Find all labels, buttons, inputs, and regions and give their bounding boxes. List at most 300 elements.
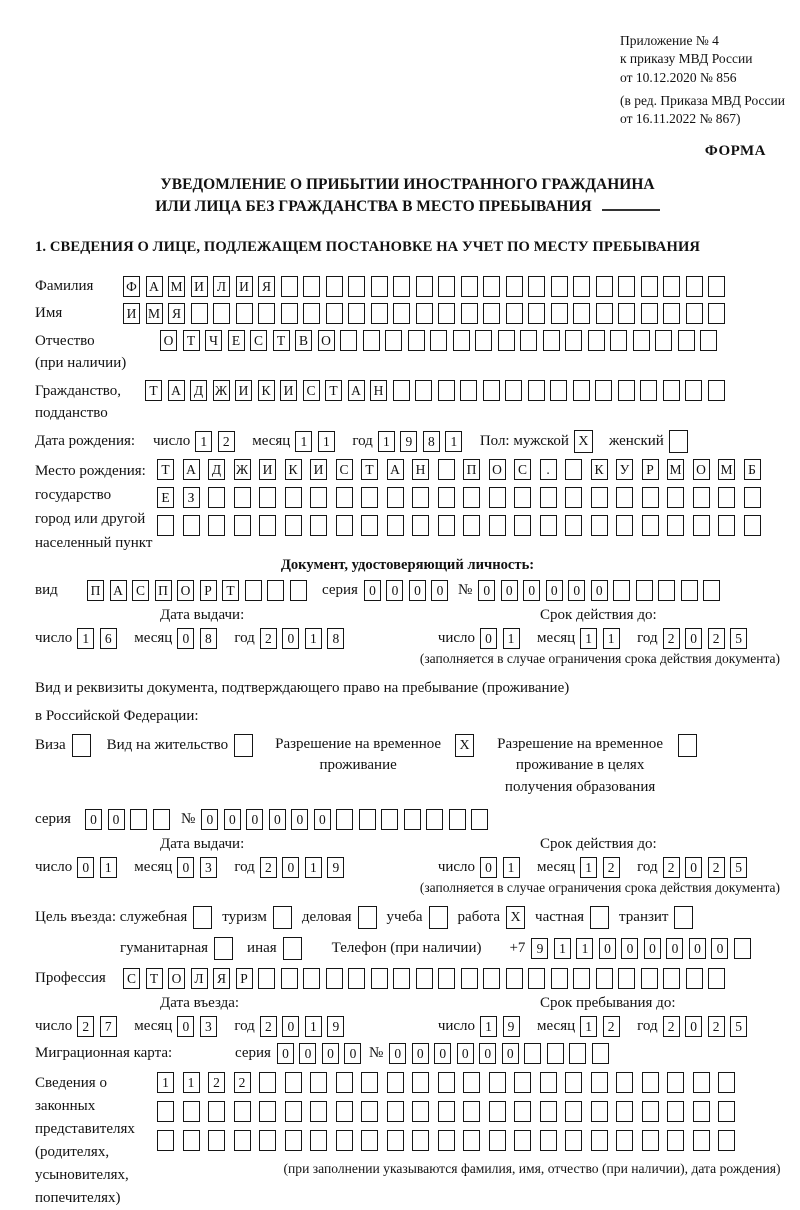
birth-month-boxes[interactable] (295, 431, 340, 452)
char-cell[interactable] (153, 809, 170, 830)
char-cell[interactable] (528, 380, 545, 401)
char-cell[interactable] (693, 487, 710, 508)
char-cell[interactable]: 0 (201, 809, 218, 830)
char-cell[interactable] (463, 487, 480, 508)
doc-series-boxes[interactable] (364, 580, 454, 601)
char-cell[interactable] (573, 303, 590, 324)
char-cell[interactable] (385, 330, 402, 351)
char-cell[interactable] (547, 1043, 564, 1064)
char-cell[interactable] (234, 734, 253, 757)
char-cell[interactable]: З (183, 487, 200, 508)
char-cell[interactable] (259, 1072, 276, 1093)
char-cell[interactable]: 0 (480, 857, 497, 878)
char-cell[interactable]: 0 (412, 1043, 429, 1064)
char-cell[interactable] (281, 276, 298, 297)
char-cell[interactable]: Т (222, 580, 239, 601)
char-cell[interactable] (412, 1101, 429, 1122)
char-cell[interactable]: 0 (502, 1043, 519, 1064)
char-cell[interactable] (514, 1101, 531, 1122)
char-cell[interactable] (193, 906, 212, 929)
char-cell[interactable]: 0 (409, 580, 426, 601)
stay-year[interactable] (663, 1016, 753, 1037)
char-cell[interactable] (528, 276, 545, 297)
char-cell[interactable] (708, 380, 725, 401)
surname-boxes[interactable] (123, 276, 731, 297)
char-cell[interactable] (371, 968, 388, 989)
char-cell[interactable] (463, 1101, 480, 1122)
char-cell[interactable]: 0 (314, 809, 331, 830)
char-cell[interactable] (591, 1101, 608, 1122)
char-cell[interactable]: П (87, 580, 104, 601)
char-cell[interactable] (438, 459, 455, 480)
char-cell[interactable] (234, 515, 251, 536)
char-cell[interactable] (514, 515, 531, 536)
profession-boxes[interactable] (123, 968, 731, 989)
char-cell[interactable]: 0 (666, 938, 683, 959)
char-cell[interactable]: 0 (291, 809, 308, 830)
char-cell[interactable]: 8 (423, 431, 440, 452)
char-cell[interactable] (693, 1101, 710, 1122)
residence-permit-checkbox[interactable] (234, 734, 253, 757)
char-cell[interactable]: 1 (576, 938, 593, 959)
char-cell[interactable]: 2 (603, 1016, 620, 1037)
char-cell[interactable]: А (110, 580, 127, 601)
char-cell[interactable] (438, 1072, 455, 1093)
char-cell[interactable] (591, 1072, 608, 1093)
char-cell[interactable] (667, 1101, 684, 1122)
char-cell[interactable]: Л (191, 968, 208, 989)
char-cell[interactable] (416, 303, 433, 324)
char-cell[interactable] (463, 515, 480, 536)
char-cell[interactable] (259, 1130, 276, 1151)
char-cell[interactable]: Ж (234, 459, 251, 480)
char-cell[interactable] (642, 515, 659, 536)
char-cell[interactable]: 9 (400, 431, 417, 452)
char-cell[interactable]: 0 (277, 1043, 294, 1064)
char-cell[interactable] (340, 330, 357, 351)
char-cell[interactable] (213, 303, 230, 324)
humanitarian-checkbox[interactable] (214, 937, 233, 960)
char-cell[interactable] (569, 1043, 586, 1064)
char-cell[interactable] (514, 1072, 531, 1093)
char-cell[interactable]: 2 (260, 628, 277, 649)
char-cell[interactable]: С (514, 459, 531, 480)
char-cell[interactable]: 0 (685, 628, 702, 649)
char-cell[interactable]: 0 (177, 857, 194, 878)
char-cell[interactable] (336, 515, 353, 536)
char-cell[interactable]: Я (213, 968, 230, 989)
char-cell[interactable] (281, 968, 298, 989)
purpose-official-checkbox[interactable] (193, 906, 212, 929)
patronymic-boxes[interactable] (160, 330, 723, 351)
phone-boxes[interactable] (531, 938, 756, 959)
char-cell[interactable] (616, 1130, 633, 1151)
char-cell[interactable] (663, 303, 680, 324)
char-cell[interactable]: С (336, 459, 353, 480)
char-cell[interactable]: . (540, 459, 557, 480)
doc-kind-boxes[interactable] (87, 580, 312, 601)
char-cell[interactable] (303, 968, 320, 989)
char-cell[interactable] (667, 487, 684, 508)
char-cell[interactable]: 0 (480, 628, 497, 649)
char-cell[interactable]: К (285, 459, 302, 480)
char-cell[interactable] (157, 1130, 174, 1151)
char-cell[interactable]: 2 (603, 857, 620, 878)
char-cell[interactable]: Я (258, 276, 275, 297)
entry-year[interactable] (260, 1016, 350, 1037)
char-cell[interactable] (565, 1101, 582, 1122)
char-cell[interactable] (303, 276, 320, 297)
char-cell[interactable] (412, 515, 429, 536)
sex-male-checkbox[interactable] (574, 430, 593, 453)
char-cell[interactable]: 1 (580, 1016, 597, 1037)
char-cell[interactable]: 0 (568, 580, 585, 601)
char-cell[interactable] (693, 515, 710, 536)
char-cell[interactable] (267, 580, 284, 601)
char-cell[interactable]: 0 (478, 580, 495, 601)
char-cell[interactable]: 7 (100, 1016, 117, 1037)
char-cell[interactable]: 0 (434, 1043, 451, 1064)
char-cell[interactable] (438, 515, 455, 536)
char-cell[interactable]: 0 (685, 857, 702, 878)
char-cell[interactable]: Р (236, 968, 253, 989)
char-cell[interactable] (483, 380, 500, 401)
char-cell[interactable] (514, 1130, 531, 1151)
char-cell[interactable]: 1 (503, 628, 520, 649)
permit-valid-year[interactable] (663, 857, 753, 878)
char-cell[interactable] (663, 968, 680, 989)
char-cell[interactable] (290, 580, 307, 601)
birth-year-boxes[interactable] (378, 431, 468, 452)
char-cell[interactable] (326, 303, 343, 324)
doc-valid-year[interactable] (663, 628, 753, 649)
char-cell[interactable]: А (183, 459, 200, 480)
char-cell[interactable]: 5 (730, 857, 747, 878)
char-cell[interactable] (157, 1101, 174, 1122)
char-cell[interactable] (416, 276, 433, 297)
char-cell[interactable] (245, 580, 262, 601)
char-cell[interactable] (693, 1130, 710, 1151)
char-cell[interactable]: Е (228, 330, 245, 351)
char-cell[interactable]: Р (200, 580, 217, 601)
char-cell[interactable]: 3 (200, 857, 217, 878)
char-cell[interactable]: И (123, 303, 140, 324)
char-cell[interactable]: К (258, 380, 275, 401)
char-cell[interactable] (429, 906, 448, 929)
char-cell[interactable] (336, 1130, 353, 1151)
char-cell[interactable] (573, 380, 590, 401)
char-cell[interactable] (191, 303, 208, 324)
char-cell[interactable]: 9 (531, 938, 548, 959)
char-cell[interactable] (565, 487, 582, 508)
char-cell[interactable] (616, 487, 633, 508)
char-cell[interactable] (616, 515, 633, 536)
char-cell[interactable] (310, 515, 327, 536)
doc-issue-year[interactable] (260, 628, 350, 649)
char-cell[interactable] (489, 1072, 506, 1093)
char-cell[interactable] (310, 487, 327, 508)
char-cell[interactable] (596, 968, 613, 989)
char-cell[interactable] (565, 515, 582, 536)
char-cell[interactable] (326, 276, 343, 297)
char-cell[interactable] (387, 515, 404, 536)
char-cell[interactable] (310, 1130, 327, 1151)
char-cell[interactable] (285, 1101, 302, 1122)
char-cell[interactable]: Д (190, 380, 207, 401)
char-cell[interactable] (540, 1072, 557, 1093)
char-cell[interactable]: О (168, 968, 185, 989)
char-cell[interactable] (489, 1101, 506, 1122)
char-cell[interactable]: Т (183, 330, 200, 351)
char-cell[interactable]: 2 (708, 1016, 725, 1037)
birth-day-boxes[interactable] (195, 431, 240, 452)
char-cell[interactable] (359, 809, 376, 830)
char-cell[interactable] (633, 330, 650, 351)
char-cell[interactable] (303, 303, 320, 324)
char-cell[interactable]: 0 (546, 580, 563, 601)
char-cell[interactable]: 0 (224, 809, 241, 830)
char-cell[interactable] (412, 487, 429, 508)
char-cell[interactable]: 0 (479, 1043, 496, 1064)
char-cell[interactable]: М (718, 459, 735, 480)
char-cell[interactable] (259, 487, 276, 508)
char-cell[interactable] (703, 580, 720, 601)
char-cell[interactable] (592, 1043, 609, 1064)
char-cell[interactable]: 0 (689, 938, 706, 959)
char-cell[interactable]: 1 (305, 1016, 322, 1037)
mig-series-boxes[interactable] (277, 1043, 367, 1064)
char-cell[interactable] (326, 968, 343, 989)
char-cell[interactable] (408, 330, 425, 351)
char-cell[interactable]: 1 (603, 628, 620, 649)
char-cell[interactable]: С (132, 580, 149, 601)
mig-number-boxes[interactable] (389, 1043, 614, 1064)
char-cell[interactable] (565, 1130, 582, 1151)
char-cell[interactable] (718, 1130, 735, 1151)
char-cell[interactable]: А (146, 276, 163, 297)
char-cell[interactable]: И (191, 276, 208, 297)
char-cell[interactable] (674, 906, 693, 929)
char-cell[interactable] (520, 330, 537, 351)
char-cell[interactable] (528, 968, 545, 989)
char-cell[interactable] (498, 330, 515, 351)
char-cell[interactable]: 0 (322, 1043, 339, 1064)
char-cell[interactable]: К (591, 459, 608, 480)
citizenship-boxes[interactable] (145, 380, 730, 401)
char-cell[interactable] (595, 380, 612, 401)
char-cell[interactable] (618, 380, 635, 401)
char-cell[interactable]: М (667, 459, 684, 480)
char-cell[interactable] (700, 330, 717, 351)
char-cell[interactable] (718, 1101, 735, 1122)
char-cell[interactable]: В (295, 330, 312, 351)
char-cell[interactable] (310, 1101, 327, 1122)
char-cell[interactable]: Н (412, 459, 429, 480)
char-cell[interactable] (183, 1101, 200, 1122)
char-cell[interactable] (348, 276, 365, 297)
char-cell[interactable] (258, 303, 275, 324)
char-cell[interactable] (708, 303, 725, 324)
char-cell[interactable] (336, 487, 353, 508)
char-cell[interactable] (528, 303, 545, 324)
char-cell[interactable] (610, 330, 627, 351)
char-cell[interactable]: О (318, 330, 335, 351)
char-cell[interactable] (404, 809, 421, 830)
visa-checkbox[interactable] (72, 734, 91, 757)
char-cell[interactable] (708, 968, 725, 989)
char-cell[interactable] (591, 515, 608, 536)
char-cell[interactable] (183, 1130, 200, 1151)
char-cell[interactable] (463, 1130, 480, 1151)
char-cell[interactable]: Р (642, 459, 659, 480)
char-cell[interactable]: 1 (100, 857, 117, 878)
char-cell[interactable] (686, 276, 703, 297)
char-cell[interactable]: 0 (501, 580, 518, 601)
char-cell[interactable] (387, 487, 404, 508)
char-cell[interactable] (416, 968, 433, 989)
char-cell[interactable]: 3 (200, 1016, 217, 1037)
char-cell[interactable] (663, 276, 680, 297)
char-cell[interactable] (678, 734, 697, 757)
char-cell[interactable] (449, 809, 466, 830)
birthplace-row1[interactable] (157, 459, 769, 480)
char-cell[interactable]: Ф (123, 276, 140, 297)
char-cell[interactable] (540, 487, 557, 508)
char-cell[interactable]: 2 (663, 857, 680, 878)
char-cell[interactable] (505, 380, 522, 401)
char-cell[interactable] (393, 303, 410, 324)
char-cell[interactable] (686, 968, 703, 989)
char-cell[interactable] (551, 276, 568, 297)
char-cell[interactable]: П (155, 580, 172, 601)
char-cell[interactable]: 0 (282, 1016, 299, 1037)
char-cell[interactable] (618, 968, 635, 989)
char-cell[interactable]: О (693, 459, 710, 480)
char-cell[interactable]: 0 (523, 580, 540, 601)
char-cell[interactable]: 8 (200, 628, 217, 649)
stay-month[interactable] (580, 1016, 625, 1037)
char-cell[interactable] (157, 515, 174, 536)
char-cell[interactable] (281, 303, 298, 324)
char-cell[interactable] (744, 487, 761, 508)
char-cell[interactable] (348, 968, 365, 989)
birthplace-row3[interactable] (157, 515, 769, 536)
char-cell[interactable] (641, 276, 658, 297)
char-cell[interactable] (471, 809, 488, 830)
char-cell[interactable] (693, 1072, 710, 1093)
char-cell[interactable] (310, 1072, 327, 1093)
char-cell[interactable] (540, 1130, 557, 1151)
representatives-row1[interactable] (157, 1072, 800, 1093)
char-cell[interactable]: 2 (260, 857, 277, 878)
char-cell[interactable]: 6 (100, 628, 117, 649)
char-cell[interactable] (642, 1130, 659, 1151)
char-cell[interactable] (361, 515, 378, 536)
char-cell[interactable] (708, 276, 725, 297)
char-cell[interactable] (506, 968, 523, 989)
char-cell[interactable]: Ж (213, 380, 230, 401)
char-cell[interactable] (489, 515, 506, 536)
char-cell[interactable] (336, 1072, 353, 1093)
char-cell[interactable]: 0 (344, 1043, 361, 1064)
char-cell[interactable] (744, 515, 761, 536)
char-cell[interactable]: Т (157, 459, 174, 480)
char-cell[interactable] (475, 330, 492, 351)
char-cell[interactable]: Т (146, 968, 163, 989)
char-cell[interactable]: А (387, 459, 404, 480)
char-cell[interactable]: 1 (195, 431, 212, 452)
char-cell[interactable]: 0 (85, 809, 102, 830)
char-cell[interactable] (718, 487, 735, 508)
char-cell[interactable]: 0 (644, 938, 661, 959)
char-cell[interactable] (640, 380, 657, 401)
char-cell[interactable] (718, 515, 735, 536)
char-cell[interactable] (613, 580, 630, 601)
char-cell[interactable]: X (455, 734, 474, 757)
char-cell[interactable] (669, 430, 688, 453)
char-cell[interactable] (438, 968, 455, 989)
char-cell[interactable]: С (250, 330, 267, 351)
char-cell[interactable] (438, 380, 455, 401)
char-cell[interactable] (361, 487, 378, 508)
char-cell[interactable]: У (616, 459, 633, 480)
char-cell[interactable] (642, 1072, 659, 1093)
char-cell[interactable] (283, 937, 302, 960)
char-cell[interactable] (636, 580, 653, 601)
char-cell[interactable] (641, 303, 658, 324)
char-cell[interactable]: Т (145, 380, 162, 401)
char-cell[interactable]: 0 (77, 857, 94, 878)
char-cell[interactable] (234, 487, 251, 508)
char-cell[interactable] (551, 303, 568, 324)
entry-day[interactable] (77, 1016, 122, 1037)
char-cell[interactable] (412, 1072, 429, 1093)
name-boxes[interactable] (123, 303, 731, 324)
char-cell[interactable] (540, 1101, 557, 1122)
char-cell[interactable] (381, 809, 398, 830)
char-cell[interactable]: Т (325, 380, 342, 401)
char-cell[interactable] (573, 276, 590, 297)
representatives-row3[interactable] (157, 1130, 800, 1151)
temp-permit-checkbox[interactable] (455, 734, 474, 757)
tourism-checkbox[interactable] (273, 906, 292, 929)
char-cell[interactable]: 2 (260, 1016, 277, 1037)
char-cell[interactable] (663, 380, 680, 401)
char-cell[interactable] (426, 809, 443, 830)
char-cell[interactable] (453, 330, 470, 351)
char-cell[interactable]: 0 (177, 1016, 194, 1037)
char-cell[interactable]: А (168, 380, 185, 401)
char-cell[interactable] (236, 303, 253, 324)
char-cell[interactable]: 1 (503, 857, 520, 878)
char-cell[interactable] (461, 303, 478, 324)
char-cell[interactable]: 0 (177, 628, 194, 649)
char-cell[interactable] (483, 968, 500, 989)
char-cell[interactable]: 0 (282, 628, 299, 649)
char-cell[interactable] (596, 303, 613, 324)
char-cell[interactable] (438, 1130, 455, 1151)
private-checkbox[interactable] (590, 906, 609, 929)
char-cell[interactable] (642, 1101, 659, 1122)
char-cell[interactable] (348, 303, 365, 324)
char-cell[interactable] (285, 487, 302, 508)
char-cell[interactable]: О (177, 580, 194, 601)
char-cell[interactable]: 0 (621, 938, 638, 959)
char-cell[interactable]: 0 (591, 580, 608, 601)
char-cell[interactable] (430, 330, 447, 351)
char-cell[interactable] (461, 968, 478, 989)
char-cell[interactable]: 0 (269, 809, 286, 830)
